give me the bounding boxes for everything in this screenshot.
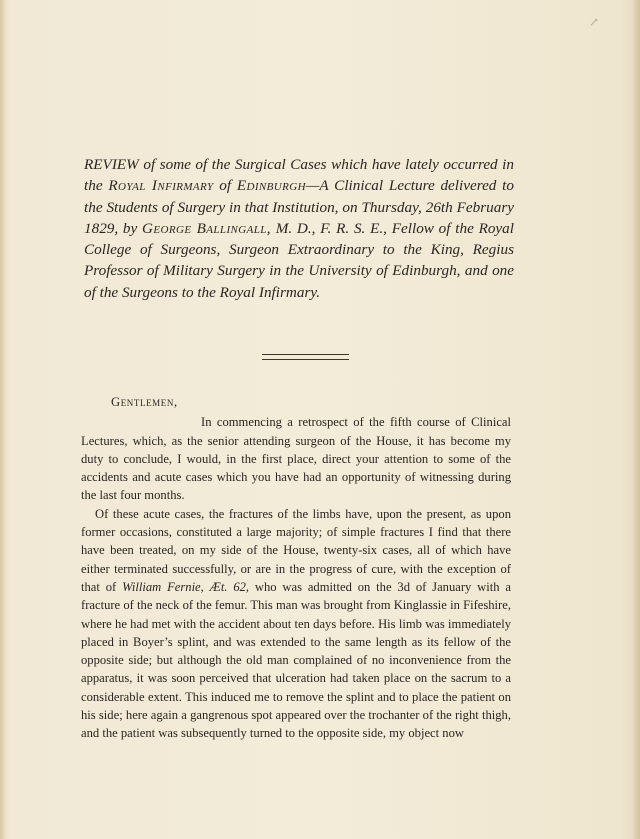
lecture-body [81, 393, 511, 743]
paragraph-2 [81, 505, 511, 743]
patient-name: William Fernie, Æt. 62, [122, 579, 250, 594]
corner-mark: ↗ [589, 15, 600, 29]
page-right-edge [632, 0, 640, 839]
article-title [84, 154, 514, 303]
article-title-text: REVIEW of some of the Surgical Cases which have lately occurred in the Royal Infirmary of Edinburgh—A Clinical Lecture delivered to the Students of Surgery in that Institution, on Thursday, 26th February 1829, by George Ballingall, M. D., F. R. S. E., Fellow of the Royal College of Surgeons, Surgeon Extraordinary to the King, Regius Professor of Military Surgery in the University of Edinburgh, and one of the Surgeons to the Royal Infirmary. [84, 156, 514, 301]
paragraph-1: In commencing a retrospect of the fifth course of Clinical Lectures, which, as the senior attending surgeon of the House, it has become my duty to conclude, I would, in the first place, direct your attention to some of the accidents and acute cases which you have had an opportunity of witnessing during the last four months. [81, 415, 511, 503]
page-left-edge [0, 0, 6, 839]
paragraph-2-part-1: Of these acute cases, the fractures of the limbs have, upon the present, as upon former occasions, constituted a large majority; of simple fractures I find that there have been treated, on my side of the House, twenty-six cases, all of which have either terminated successfully, or are in the progress of cure, with the exception of that of [81, 506, 511, 594]
paragraph-2-part-2: who was admitted on the 3d of January with a fracture of the neck of the femur. This man was brought from Kinglassie in Fifeshire, where he had met with the accident about ten days before. His limb was immediately placed in Boyer’s splint, and was extended to the same length as its fellow of the opposite side; but although the old man complained of no inconvenience from the apparatus, it was soon perceived that ulceration had taken place on the sacrum to a considerable extent. This induced me to remove the splint and to place the patient on his side; here again a gangrenous spot appeared over the trochanter of the right thigh, and the patient was subsequently turned to the opposite side, my object now [81, 579, 511, 741]
salutation: Gentlemen, [111, 395, 178, 409]
section-divider-rule [262, 354, 349, 360]
